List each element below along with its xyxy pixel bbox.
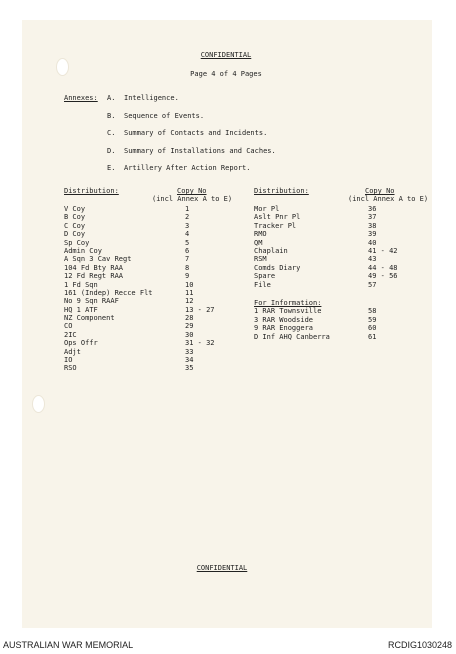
distribution-row <box>254 280 377 289</box>
distribution-row <box>254 213 377 222</box>
distribution-row <box>254 263 398 272</box>
header-classification: CONFIDENTIAL <box>200 51 252 59</box>
distribution-row <box>64 339 215 348</box>
copy-number: 49 - 56 <box>368 272 398 281</box>
distribution-row <box>64 288 194 297</box>
distribution-row <box>64 238 190 247</box>
copy-number: 30 <box>185 330 194 339</box>
page-number: Page 4 of 4 Pages <box>190 70 262 78</box>
distribution-row <box>64 213 190 222</box>
copy-number: 12 <box>185 297 194 306</box>
copy-number: 60 <box>368 324 377 333</box>
distribution-unit: Sp Coy <box>64 238 90 247</box>
distribution-unit: V Coy <box>64 205 86 213</box>
distribution-row <box>254 230 377 239</box>
copy-no-sub-left: (incl Annex A to E) <box>152 195 233 204</box>
distribution-row <box>254 272 398 281</box>
copy-number: 38 <box>368 221 377 230</box>
distribution-row <box>254 246 398 255</box>
distribution-unit: Tracker Pl <box>254 221 297 230</box>
annex-title: Intelligence. <box>124 94 179 102</box>
copy-number: 41 - 42 <box>368 246 398 255</box>
annex-letter: E. <box>107 164 116 173</box>
distribution-unit: No 9 Sqn RAAF <box>64 297 119 306</box>
distribution-unit: 161 (Indep) Recce Flt <box>64 288 153 297</box>
archive-reference: RCDIG1030248 <box>387 640 452 650</box>
distribution-unit: RSO <box>64 364 77 373</box>
for-information-heading: For Information: <box>254 299 322 307</box>
copy-number: 31 - 32 <box>185 339 215 348</box>
information-row <box>254 324 377 333</box>
distribution-row <box>254 221 377 230</box>
information-row <box>254 307 377 316</box>
copy-number: 2 <box>185 213 190 222</box>
distribution-unit: A Sqn 3 Cav Regt <box>64 255 132 264</box>
annex-letter: A. <box>107 94 116 102</box>
distribution-row <box>64 280 194 289</box>
annex-title: Artillery After Action Report. <box>124 164 251 173</box>
copy-number: 57 <box>368 280 377 289</box>
copy-no-heading-left: Copy No <box>177 187 207 195</box>
copy-number: 37 <box>368 213 377 222</box>
annex-letter: B. <box>107 111 116 120</box>
copy-number: 34 <box>185 356 194 365</box>
distribution-row <box>64 255 190 264</box>
distribution-unit: RMO <box>254 230 267 239</box>
information-row <box>254 315 377 324</box>
distribution-row <box>64 356 194 365</box>
distribution-unit: Adjt <box>64 347 81 356</box>
distribution-unit: Spare <box>254 272 276 281</box>
distribution-unit: Admin Coy <box>64 246 102 255</box>
distribution-unit: RSM <box>254 255 267 264</box>
distribution-unit: HQ 1 ATF <box>64 305 98 314</box>
copy-number: 1 <box>185 205 190 213</box>
distribution-unit: NZ Component <box>64 314 115 323</box>
annex-title: Sequence of Events. <box>124 111 205 120</box>
distribution-unit: 2IC <box>64 330 77 339</box>
distribution-unit: 9 RAR Enoggera <box>254 324 314 333</box>
distribution-unit: Ops Offr <box>64 339 98 348</box>
archive-name: AUSTRALIAN WAR MEMORIAL <box>3 640 134 650</box>
copy-number: 10 <box>185 280 194 289</box>
archive-footer <box>0 636 456 654</box>
distribution-unit: C Coy <box>64 221 86 230</box>
distribution-unit: Mor Pl <box>254 205 280 213</box>
distribution-row <box>64 221 190 230</box>
annex-title: Summary of Contacts and Incidents. <box>124 129 268 138</box>
distribution-unit: 12 Fd Regt RAA <box>64 272 124 281</box>
copy-number: 33 <box>185 347 194 356</box>
distribution-unit: Aslt Pnr Pl <box>254 213 301 222</box>
distribution-row <box>254 238 377 247</box>
distribution-row <box>254 205 377 213</box>
copy-number: 58 <box>368 307 377 316</box>
distribution-list-left <box>64 205 215 373</box>
distribution-row <box>64 297 194 306</box>
distribution-row <box>64 263 190 272</box>
distribution-unit: D Coy <box>64 230 86 239</box>
distribution-row <box>64 230 190 239</box>
annex-letter: D. <box>107 146 116 155</box>
distribution-row <box>64 272 190 281</box>
distribution-unit: File <box>254 280 271 289</box>
for-information-list <box>254 307 377 341</box>
copy-number: 3 <box>185 221 190 230</box>
distribution-unit: 104 Fd Bty RAA <box>64 263 124 272</box>
copy-number: 5 <box>185 238 190 247</box>
copy-number: 13 - 27 <box>185 305 215 314</box>
copy-number: 39 <box>368 230 377 239</box>
copy-number: 59 <box>368 315 377 324</box>
distribution-row <box>64 305 215 314</box>
distribution-unit: 1 RAR Townsville <box>254 307 322 316</box>
copy-number: 35 <box>185 364 194 373</box>
distribution-row <box>64 330 194 339</box>
distribution-row <box>64 314 194 323</box>
copy-number: 44 - 48 <box>368 263 398 272</box>
distribution-heading-right: Distribution: <box>254 187 309 195</box>
distribution-row <box>64 246 190 255</box>
copy-no-heading-right: Copy No <box>365 187 395 195</box>
copy-no-sub-right: (incl Annex A to E) <box>348 195 429 204</box>
information-row <box>254 332 377 341</box>
distribution-list-right <box>254 205 398 289</box>
annex-letter: C. <box>107 129 116 138</box>
distribution-row <box>64 322 194 331</box>
copy-number: 29 <box>185 322 194 331</box>
distribution-unit: Chaplain <box>254 246 288 255</box>
copy-number: 6 <box>185 246 190 255</box>
annexes-label: Annexes: <box>64 94 98 102</box>
footer-classification: CONFIDENTIAL <box>196 564 248 572</box>
copy-number: 40 <box>368 238 377 247</box>
distribution-unit: B Coy <box>64 213 86 222</box>
distribution-unit: Comds Diary <box>254 263 301 272</box>
distribution-unit: CO <box>64 322 73 331</box>
distribution-row <box>254 255 377 264</box>
distribution-unit: IO <box>64 356 73 365</box>
distribution-row <box>64 364 194 373</box>
copy-number: 61 <box>368 332 377 341</box>
distribution-unit: 3 RAR Woodside <box>254 315 314 324</box>
annex-title: Summary of Installations and Caches. <box>124 146 276 155</box>
copy-number: 36 <box>368 205 377 213</box>
copy-number: 28 <box>185 314 194 323</box>
copy-number: 4 <box>185 230 190 239</box>
distribution-row <box>64 205 190 213</box>
distribution-unit: QM <box>254 238 263 247</box>
copy-number: 43 <box>368 255 377 264</box>
punch-hole-top <box>56 58 69 76</box>
distribution-unit: D Inf AHQ Canberra <box>254 332 330 341</box>
distribution-unit: 1 Fd Sqn <box>64 280 98 289</box>
copy-number: 9 <box>185 272 190 281</box>
copy-number: 11 <box>185 288 194 297</box>
copy-number: 7 <box>185 255 190 264</box>
copy-number: 8 <box>185 263 190 272</box>
punch-hole-bottom <box>32 395 45 413</box>
distribution-row <box>64 347 194 356</box>
distribution-heading-left: Distribution: <box>64 187 119 195</box>
